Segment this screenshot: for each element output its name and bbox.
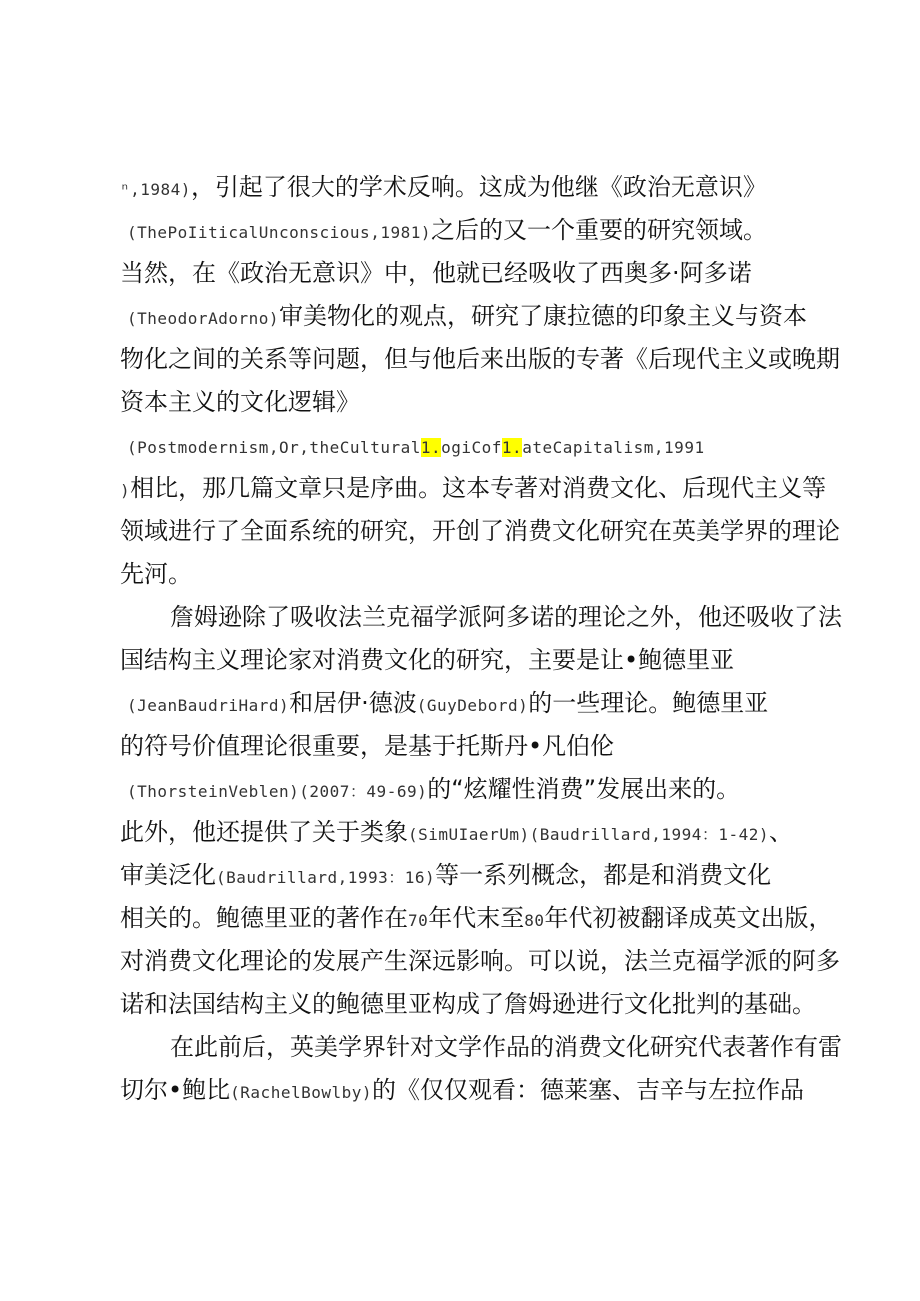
latin-citation: (RachelBowlby) <box>230 1083 373 1102</box>
text-line-1 <box>120 172 767 202</box>
text-line-8 <box>120 473 826 503</box>
text-run: 对消费文化理论的发展产生深远影响。可以说，法兰克福学派的阿多 <box>120 947 840 975</box>
text-line-9 <box>120 516 840 546</box>
text-line-19 <box>120 946 840 976</box>
text-run: 先河。 <box>120 560 192 588</box>
text-line-4 <box>127 301 807 331</box>
latin-citation: (Postmodernism,Or,theCultural <box>127 438 421 457</box>
text-run: 物化之间的关系等问题，但与他后来出版的专著《后现代主义或晚期 <box>120 345 840 373</box>
text-run: 切尔•鲍比 <box>120 1076 231 1104</box>
text-run: 的符号价值理论很重要，是基于托斯丹•凡伯伦 <box>120 732 615 760</box>
text-run: 之后的又一个重要的研究领域。 <box>430 216 767 244</box>
highlighted-text: 1. <box>501 438 523 457</box>
text-run: 资本主义的文化逻辑》 <box>120 388 360 416</box>
latin-citation: (SimUIaerUm)(Baudrillard,1994：1-42) <box>408 825 770 844</box>
text-run: 詹姆逊除了吸收法兰克福学派阿多诺的理论之外，他还吸收了法 <box>170 603 842 631</box>
text-line-18 <box>120 903 833 933</box>
number-run: 80 <box>524 911 545 930</box>
text-run: 年代末至 <box>428 904 525 932</box>
text-run: 此外，他还提供了关于类象 <box>120 818 408 846</box>
latin-citation: (JeanBaudriHard) <box>127 696 290 715</box>
latin-citation: (TheodorAdorno) <box>127 309 279 328</box>
text-line-16 <box>120 817 793 847</box>
latin-citation: (ThePoIiticalUnconscious,1981) <box>127 223 431 242</box>
text-line-5 <box>120 344 840 374</box>
text-line-6 <box>120 387 360 417</box>
latin-citation: ) <box>120 481 131 500</box>
text-line-10 <box>120 559 192 589</box>
text-line-20 <box>120 989 816 1019</box>
latin-citation: ogiCof <box>441 438 502 457</box>
text-line-12 <box>120 645 734 675</box>
text-line-13 <box>127 688 768 718</box>
text-run: 、 <box>769 818 794 846</box>
text-run: 年代初被翻译成英文出版， <box>544 904 833 932</box>
text-run: 诺和法国结构主义的鲍德里亚构成了詹姆逊进行文化批判的基础。 <box>120 990 816 1018</box>
text-run: 的“炫耀性消费”发展出来的。 <box>427 775 741 803</box>
text-run: 领域进行了全面系统的研究，开创了消费文化研究在英美学界的理论 <box>120 517 840 545</box>
text-run: 的一些理论。鲍德里亚 <box>528 689 769 717</box>
text-line-14 <box>120 731 614 761</box>
text-line-2 <box>127 215 767 245</box>
text-run: 相关的。鲍德里亚的著作在 <box>120 904 408 932</box>
text-run: ，引起了很大的学术反响。这成为他继《政治无意识》 <box>190 173 767 201</box>
text-line-22 <box>120 1075 804 1105</box>
text-run: 相比，那几篇文章只是序曲。这本专著对消费文化、后现代主义等 <box>130 474 827 502</box>
text-run: 国结构主义理论家对消费文化的研究，主要是让•鲍德里亚 <box>120 646 735 674</box>
text-line-21 <box>170 1032 842 1062</box>
latin-citation: (Baudrillard,1993：16) <box>216 868 436 887</box>
text-run: 当然，在《政治无意识》中，他就已经吸收了西奥多·阿多诺 <box>120 259 752 287</box>
text-run: 审美泛化 <box>120 861 216 889</box>
text-line-7 <box>127 430 705 460</box>
text-line-11 <box>170 602 842 632</box>
text-run: 和居伊·德波 <box>289 689 417 717</box>
text-line-3 <box>120 258 752 288</box>
text-run: 在此前后，英美学界针对文学作品的消费文化研究代表著作有雷 <box>170 1033 842 1061</box>
number-run: 70 <box>408 911 429 930</box>
latin-citation: ⁿ,1984) <box>120 180 191 199</box>
text-run: 等一系列概念，都是和消费文化 <box>435 861 772 889</box>
text-line-15 <box>127 774 740 804</box>
latin-citation: (GuyDebord) <box>416 696 529 715</box>
text-run: 审美物化的观点，研究了康拉德的印象主义与资本 <box>279 302 807 330</box>
highlighted-text: 1. <box>420 438 442 457</box>
text-run: 的《仅仅观看：德莱塞、吉辛与左拉作品 <box>372 1076 805 1104</box>
text-line-17 <box>120 860 771 890</box>
latin-citation: ateCapitalism,1991 <box>522 438 705 457</box>
latin-citation: (ThorsteinVeblen)(2007：49-69) <box>127 782 428 801</box>
